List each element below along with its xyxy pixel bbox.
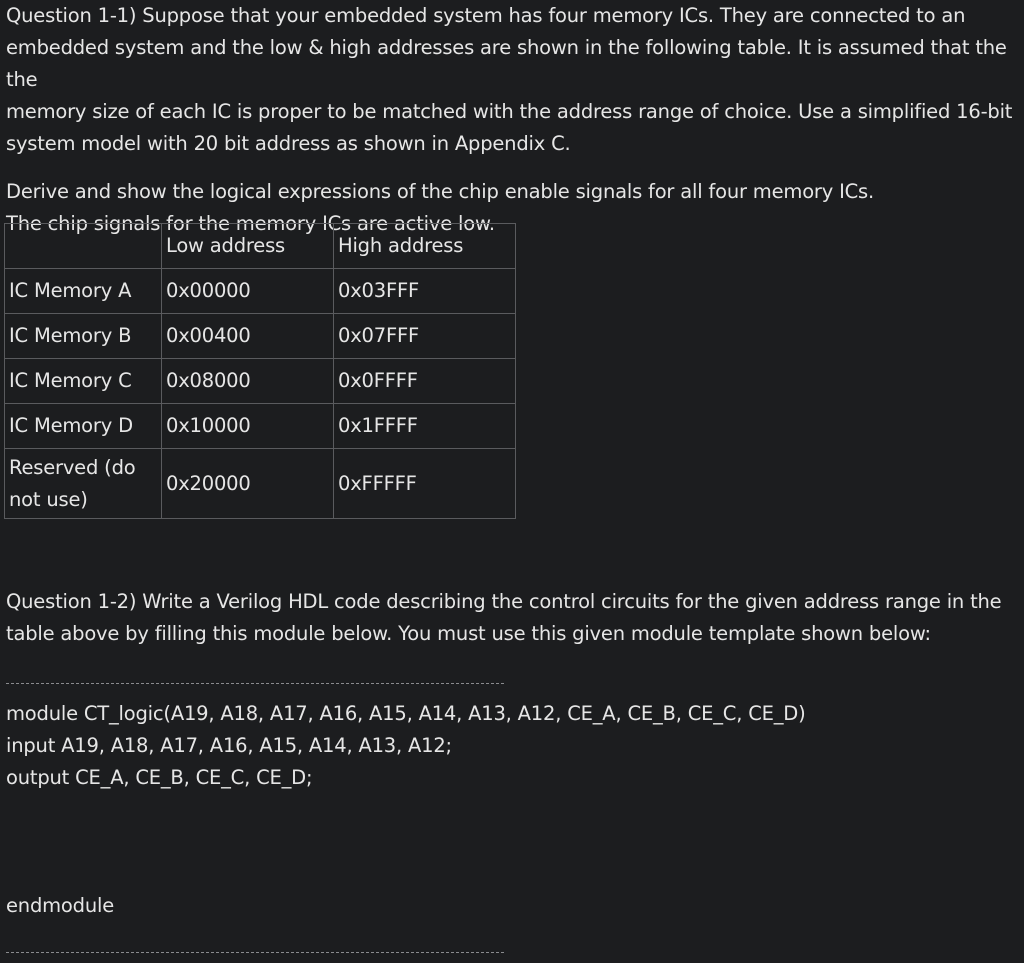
question-1-2-text xyxy=(6,586,1018,650)
endmodule-line: endmodule xyxy=(6,894,115,917)
q1-line-1: Question 1-1) Suppose that your embedded system has four memory ICs. They are connected to an xyxy=(6,4,966,27)
table-cell-low: 0x20000 xyxy=(162,449,334,519)
table-cell-low: 0x08000 xyxy=(162,359,334,404)
reserved-label-line-2: not use) xyxy=(9,487,88,511)
q2-line-2: table above by filling this module below. You must use this given module template shown below: xyxy=(6,622,931,645)
table-cell-ic: IC Memory A xyxy=(5,269,162,314)
dashed-divider-top xyxy=(6,683,504,684)
verilog-template xyxy=(6,698,1018,794)
table-row xyxy=(5,449,516,519)
table-header-row xyxy=(5,224,516,269)
q1-line-4: system model with 20 bit address as shown in Appendix C. xyxy=(6,132,571,155)
table-row xyxy=(5,314,516,359)
table-header-empty xyxy=(5,224,162,269)
table-row xyxy=(5,359,516,404)
table-cell-high: 0x03FFF xyxy=(334,269,516,314)
table-cell-ic: IC Memory D xyxy=(5,404,162,449)
table-cell-ic xyxy=(5,449,162,519)
dashed-divider-bottom xyxy=(6,952,504,953)
instruction-line-1: Derive and show the logical expressions of the chip enable signals for all four memory ICs. xyxy=(6,180,875,203)
q1-line-2: embedded system and the low & high addresses are shown in the following table. It is assumed that the the xyxy=(6,36,1007,91)
question-1-1-paragraph xyxy=(6,0,1018,160)
address-table xyxy=(4,223,516,519)
table-cell-high: 0x1FFFF xyxy=(334,404,516,449)
table-cell-ic: IC Memory C xyxy=(5,359,162,404)
module-declaration: module CT_logic(A19, A18, A17, A16, A15, A14, A13, A12, CE_A, CE_B, CE_C, CE_D) xyxy=(6,702,806,725)
input-declaration: input A19, A18, A17, A16, A15, A14, A13, A12; xyxy=(6,734,452,757)
q1-line-3: memory size of each IC is proper to be matched with the address range of choice. Use a simplified 16-bit xyxy=(6,100,1013,123)
table-row xyxy=(5,404,516,449)
table-header-high: High address xyxy=(334,224,516,269)
q2-line-1: Question 1-2) Write a Verilog HDL code describing the control circuits for the given address range in the xyxy=(6,590,1002,613)
table-cell-ic: IC Memory B xyxy=(5,314,162,359)
table-cell-high: 0xFFFFF xyxy=(334,449,516,519)
table-cell-low: 0x10000 xyxy=(162,404,334,449)
question-1-1-text xyxy=(6,0,1018,240)
table-cell-low: 0x00000 xyxy=(162,269,334,314)
output-declaration: output CE_A, CE_B, CE_C, CE_D; xyxy=(6,766,313,789)
table-cell-low: 0x00400 xyxy=(162,314,334,359)
table-cell-high: 0x0FFFF xyxy=(334,359,516,404)
table-cell-high: 0x07FFF xyxy=(334,314,516,359)
instruction-line-2: The chip signals for the memory ICs are active low. xyxy=(6,212,495,235)
table-header-low: Low address xyxy=(162,224,334,269)
reserved-label-line-1: Reserved (do xyxy=(9,455,136,479)
table-row xyxy=(5,269,516,314)
